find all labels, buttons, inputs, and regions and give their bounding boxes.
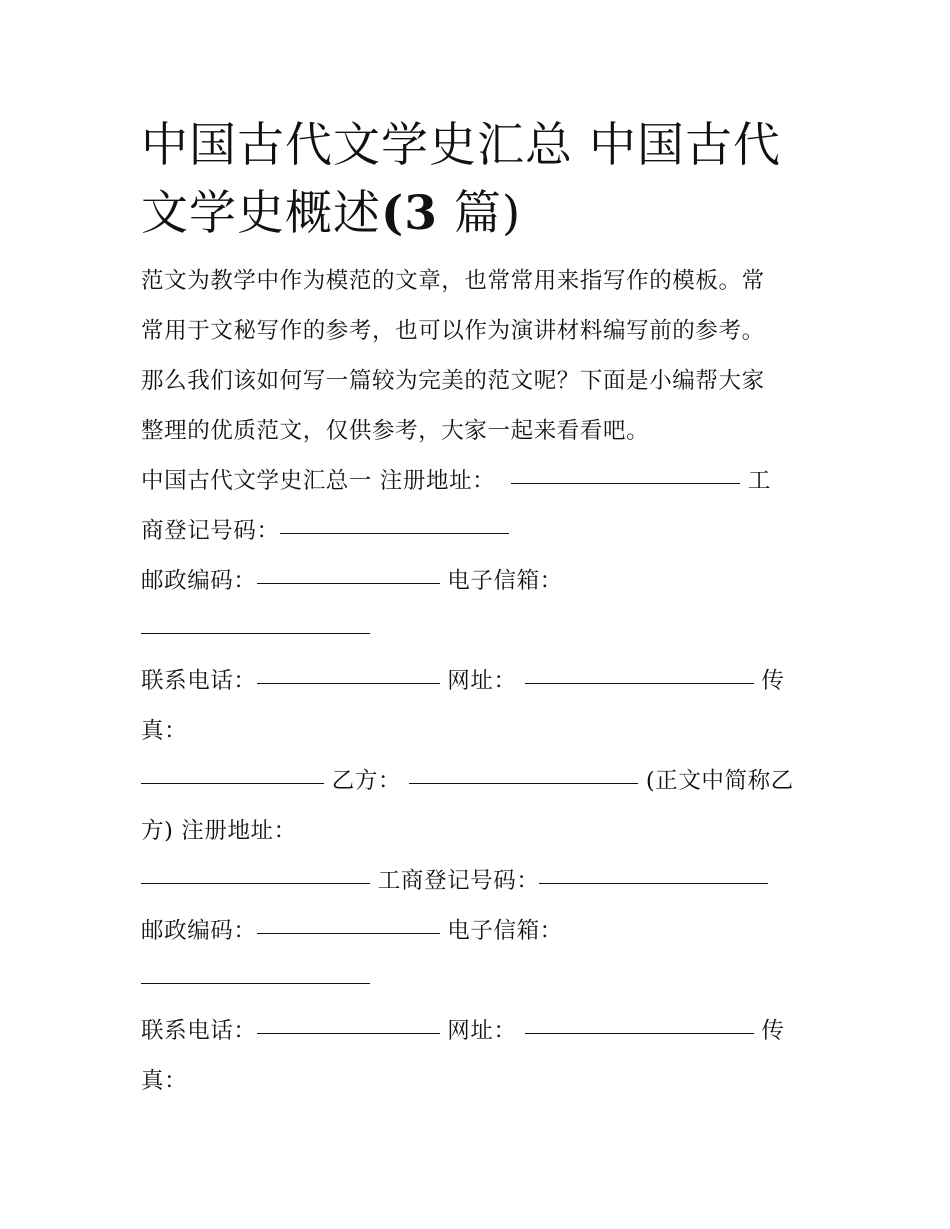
fax-blank[interactable] [141, 783, 324, 784]
form-line-13 [141, 1056, 813, 1106]
form-line-2 [141, 506, 813, 556]
biz-reg-blank[interactable] [280, 533, 509, 534]
form-line-1 [141, 456, 813, 506]
postal-code-b-label: 邮政编码： [141, 918, 257, 944]
biz-reg-b-label: 工商登记号码： [377, 868, 540, 894]
intro-line-1: 范文为教学中作为模范的文章，也常常用来指写作的模板。常 [141, 268, 765, 294]
title-count: (3 [381, 186, 438, 241]
form-line-6 [141, 706, 813, 756]
form-line-4 [141, 606, 813, 656]
party-b-label: 乙方： [331, 768, 402, 794]
reg-address-blank[interactable] [511, 483, 740, 484]
website-blank[interactable] [525, 683, 754, 684]
title-line-1: 中国古代文学史汇总 中国古代 [141, 118, 781, 173]
biz-reg-label-end: 商登记号码： [141, 518, 280, 544]
title-line-2: 文学史概述 [141, 186, 381, 241]
postal-code-blank[interactable] [257, 583, 440, 584]
biz-reg-b-blank[interactable] [539, 883, 768, 884]
postal-code-label: 邮政编码： [141, 568, 257, 594]
intro-line-2: 常用于文秘写作的参考，也可以作为演讲材料编写前的参考。 [141, 318, 765, 344]
party-b-blank[interactable] [409, 783, 638, 784]
email-label: 电子信箱： [447, 568, 563, 594]
form-line-8 [141, 806, 813, 856]
intro-paragraph [141, 256, 813, 456]
fax-b-label-end: 真： [141, 1068, 188, 1094]
party-b-note-start: (正文中简称乙 [645, 768, 794, 794]
phone-b-blank[interactable] [257, 1033, 440, 1034]
form-line-7 [141, 756, 813, 806]
email-b-label: 电子信箱： [447, 918, 563, 944]
phone-blank[interactable] [257, 683, 440, 684]
form-line-10 [141, 906, 813, 956]
reg-address-b-blank[interactable] [141, 883, 370, 884]
contract-form [141, 456, 813, 1106]
fax-label-start: 传 [761, 668, 785, 694]
website-label: 网址： [447, 668, 517, 694]
intro-line-3: 那么我们该如何写一篇较为完美的范文呢？下面是小编帮大家 [141, 368, 765, 394]
form-line-3 [141, 556, 813, 606]
phone-b-label: 联系电话： [141, 1018, 257, 1044]
email-blank[interactable] [141, 633, 370, 634]
title-tail: 篇) [437, 186, 522, 241]
biz-reg-label-start: 工 [747, 468, 771, 494]
website-b-blank[interactable] [525, 1033, 754, 1034]
website-b-label: 网址： [447, 1018, 517, 1044]
document-title [141, 112, 813, 248]
form-line-5 [141, 656, 813, 706]
reg-address-b-label: 注册地址： [181, 818, 297, 844]
form-line-9 [141, 856, 813, 906]
party-b-note-end: 方) [141, 818, 174, 844]
form-line-11 [141, 956, 813, 1006]
document-page [141, 112, 813, 1106]
fax-b-label-start: 传 [761, 1018, 785, 1044]
intro-line-4: 整理的优质范文，仅供参考，大家一起来看看吧。 [141, 418, 650, 444]
phone-label: 联系电话： [141, 668, 257, 694]
form-line-12 [141, 1006, 813, 1056]
section-heading: 中国古代文学史汇总一 [141, 468, 373, 494]
reg-address-label: 注册地址： [379, 468, 496, 494]
email-b-blank[interactable] [141, 983, 370, 984]
fax-label-end: 真： [141, 718, 188, 744]
postal-code-b-blank[interactable] [257, 933, 440, 934]
